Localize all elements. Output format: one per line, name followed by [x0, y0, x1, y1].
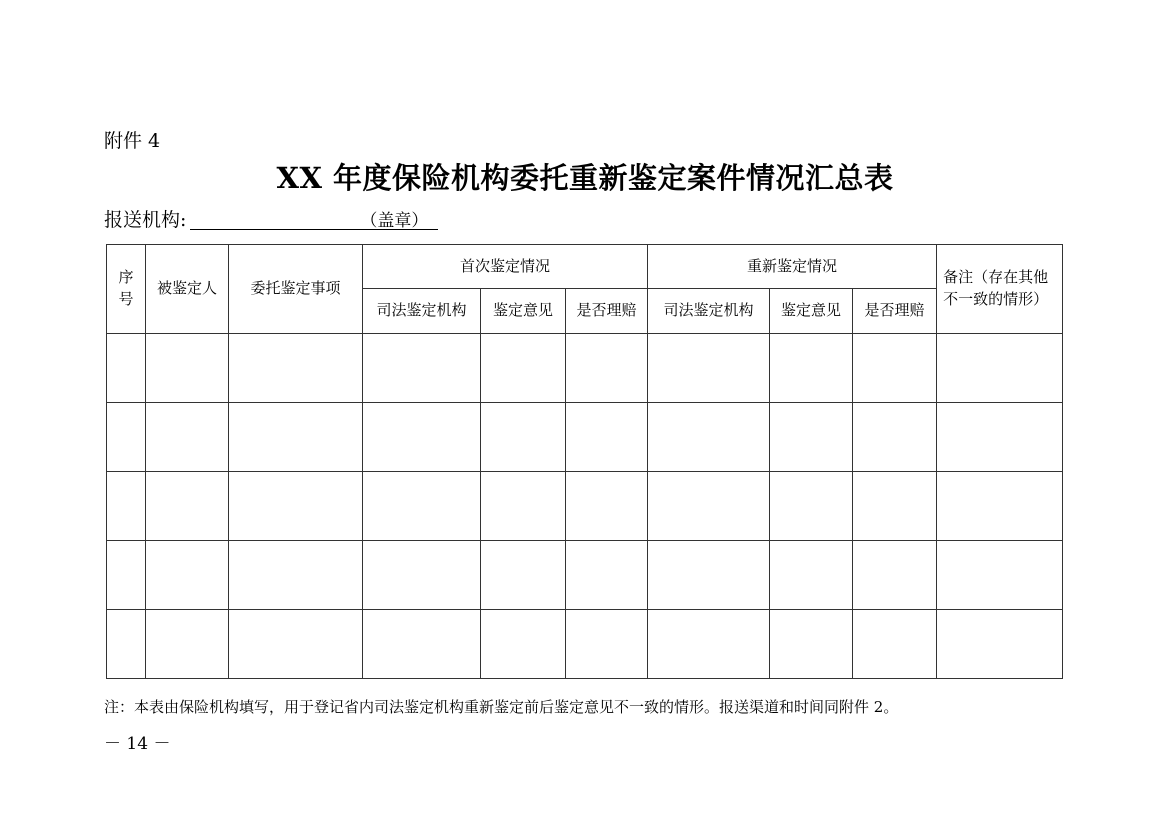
- header-row-1: [107, 245, 1063, 289]
- header-first-institution: 司法鉴定机构: [363, 289, 481, 334]
- table-cell: [937, 403, 1063, 472]
- table-cell: [937, 472, 1063, 541]
- page-number: － 14 －: [104, 734, 171, 754]
- table-cell: [648, 472, 770, 541]
- table-row: [107, 334, 1063, 403]
- table-row: [107, 403, 1063, 472]
- table-cell: [937, 541, 1063, 610]
- table-cell: [481, 472, 566, 541]
- table-cell: [146, 610, 229, 679]
- table-cell: [107, 334, 146, 403]
- table-cell: [229, 403, 363, 472]
- table-cell: [853, 472, 937, 541]
- header-second-claim: 是否理赔: [853, 289, 937, 334]
- table-cell: [146, 541, 229, 610]
- table-row: [107, 610, 1063, 679]
- header-first-opinion: 鉴定意见: [481, 289, 566, 334]
- table-cell: [566, 610, 648, 679]
- table-cell: [146, 403, 229, 472]
- table-cell: [853, 541, 937, 610]
- table-cell: [229, 541, 363, 610]
- table-cell: [770, 472, 853, 541]
- table-cell: [229, 610, 363, 679]
- table-cell: [146, 472, 229, 541]
- table-cell: [937, 610, 1063, 679]
- table-cell: [648, 403, 770, 472]
- table-cell: [481, 334, 566, 403]
- table-cell: [770, 403, 853, 472]
- table-cell: [937, 334, 1063, 403]
- reporting-org-row: [104, 205, 438, 232]
- table-cell: [853, 334, 937, 403]
- table-cell: [363, 334, 481, 403]
- header-matter: 委托鉴定事项: [229, 245, 363, 334]
- header-remark: 备注（存在其他 不一致的情形）: [937, 245, 1063, 334]
- reporting-org-label: 报送机构:: [104, 209, 187, 231]
- table-cell: [648, 334, 770, 403]
- document-title: XX 年度保险机构委托重新鉴定案件情况汇总表: [276, 161, 894, 195]
- header-first-claim: 是否理赔: [566, 289, 648, 334]
- seal-label: （盖章）: [360, 211, 429, 231]
- table-cell: [107, 541, 146, 610]
- table-row: [107, 472, 1063, 541]
- table-cell: [481, 610, 566, 679]
- table-cell: [229, 472, 363, 541]
- table-body: [107, 334, 1063, 679]
- table-cell: [566, 403, 648, 472]
- table-cell: [770, 334, 853, 403]
- table-cell: [363, 541, 481, 610]
- header-subject: 被鉴定人: [146, 245, 229, 334]
- table-cell: [107, 610, 146, 679]
- table-cell: [363, 472, 481, 541]
- table-cell: [566, 334, 648, 403]
- header-first-appraisal: 首次鉴定情况: [363, 245, 648, 289]
- table-cell: [770, 541, 853, 610]
- reporting-org-field: [190, 206, 438, 230]
- table-cell: [363, 403, 481, 472]
- table-cell: [107, 472, 146, 541]
- table-cell: [481, 541, 566, 610]
- header-second-institution: 司法鉴定机构: [648, 289, 770, 334]
- header-second-appraisal: 重新鉴定情况: [648, 245, 937, 289]
- table-cell: [481, 403, 566, 472]
- table-cell: [770, 610, 853, 679]
- table-cell: [648, 541, 770, 610]
- table-cell: [648, 610, 770, 679]
- table-cell: [146, 334, 229, 403]
- table-cell: [566, 472, 648, 541]
- table-cell: [107, 403, 146, 472]
- table-cell: [853, 610, 937, 679]
- attachment-label: 附件 4: [104, 130, 161, 152]
- table-cell: [566, 541, 648, 610]
- table-row: [107, 541, 1063, 610]
- header-second-opinion: 鉴定意见: [770, 289, 853, 334]
- table-cell: [229, 334, 363, 403]
- footnote: 注：本表由保险机构填写，用于登记省内司法鉴定机构重新鉴定前后鉴定意见不一致的情形。报送渠道和时间同附件 2。: [104, 698, 899, 716]
- table-cell: [853, 403, 937, 472]
- table-cell: [363, 610, 481, 679]
- summary-table: [106, 244, 1063, 679]
- header-seq: 序 号: [107, 245, 146, 334]
